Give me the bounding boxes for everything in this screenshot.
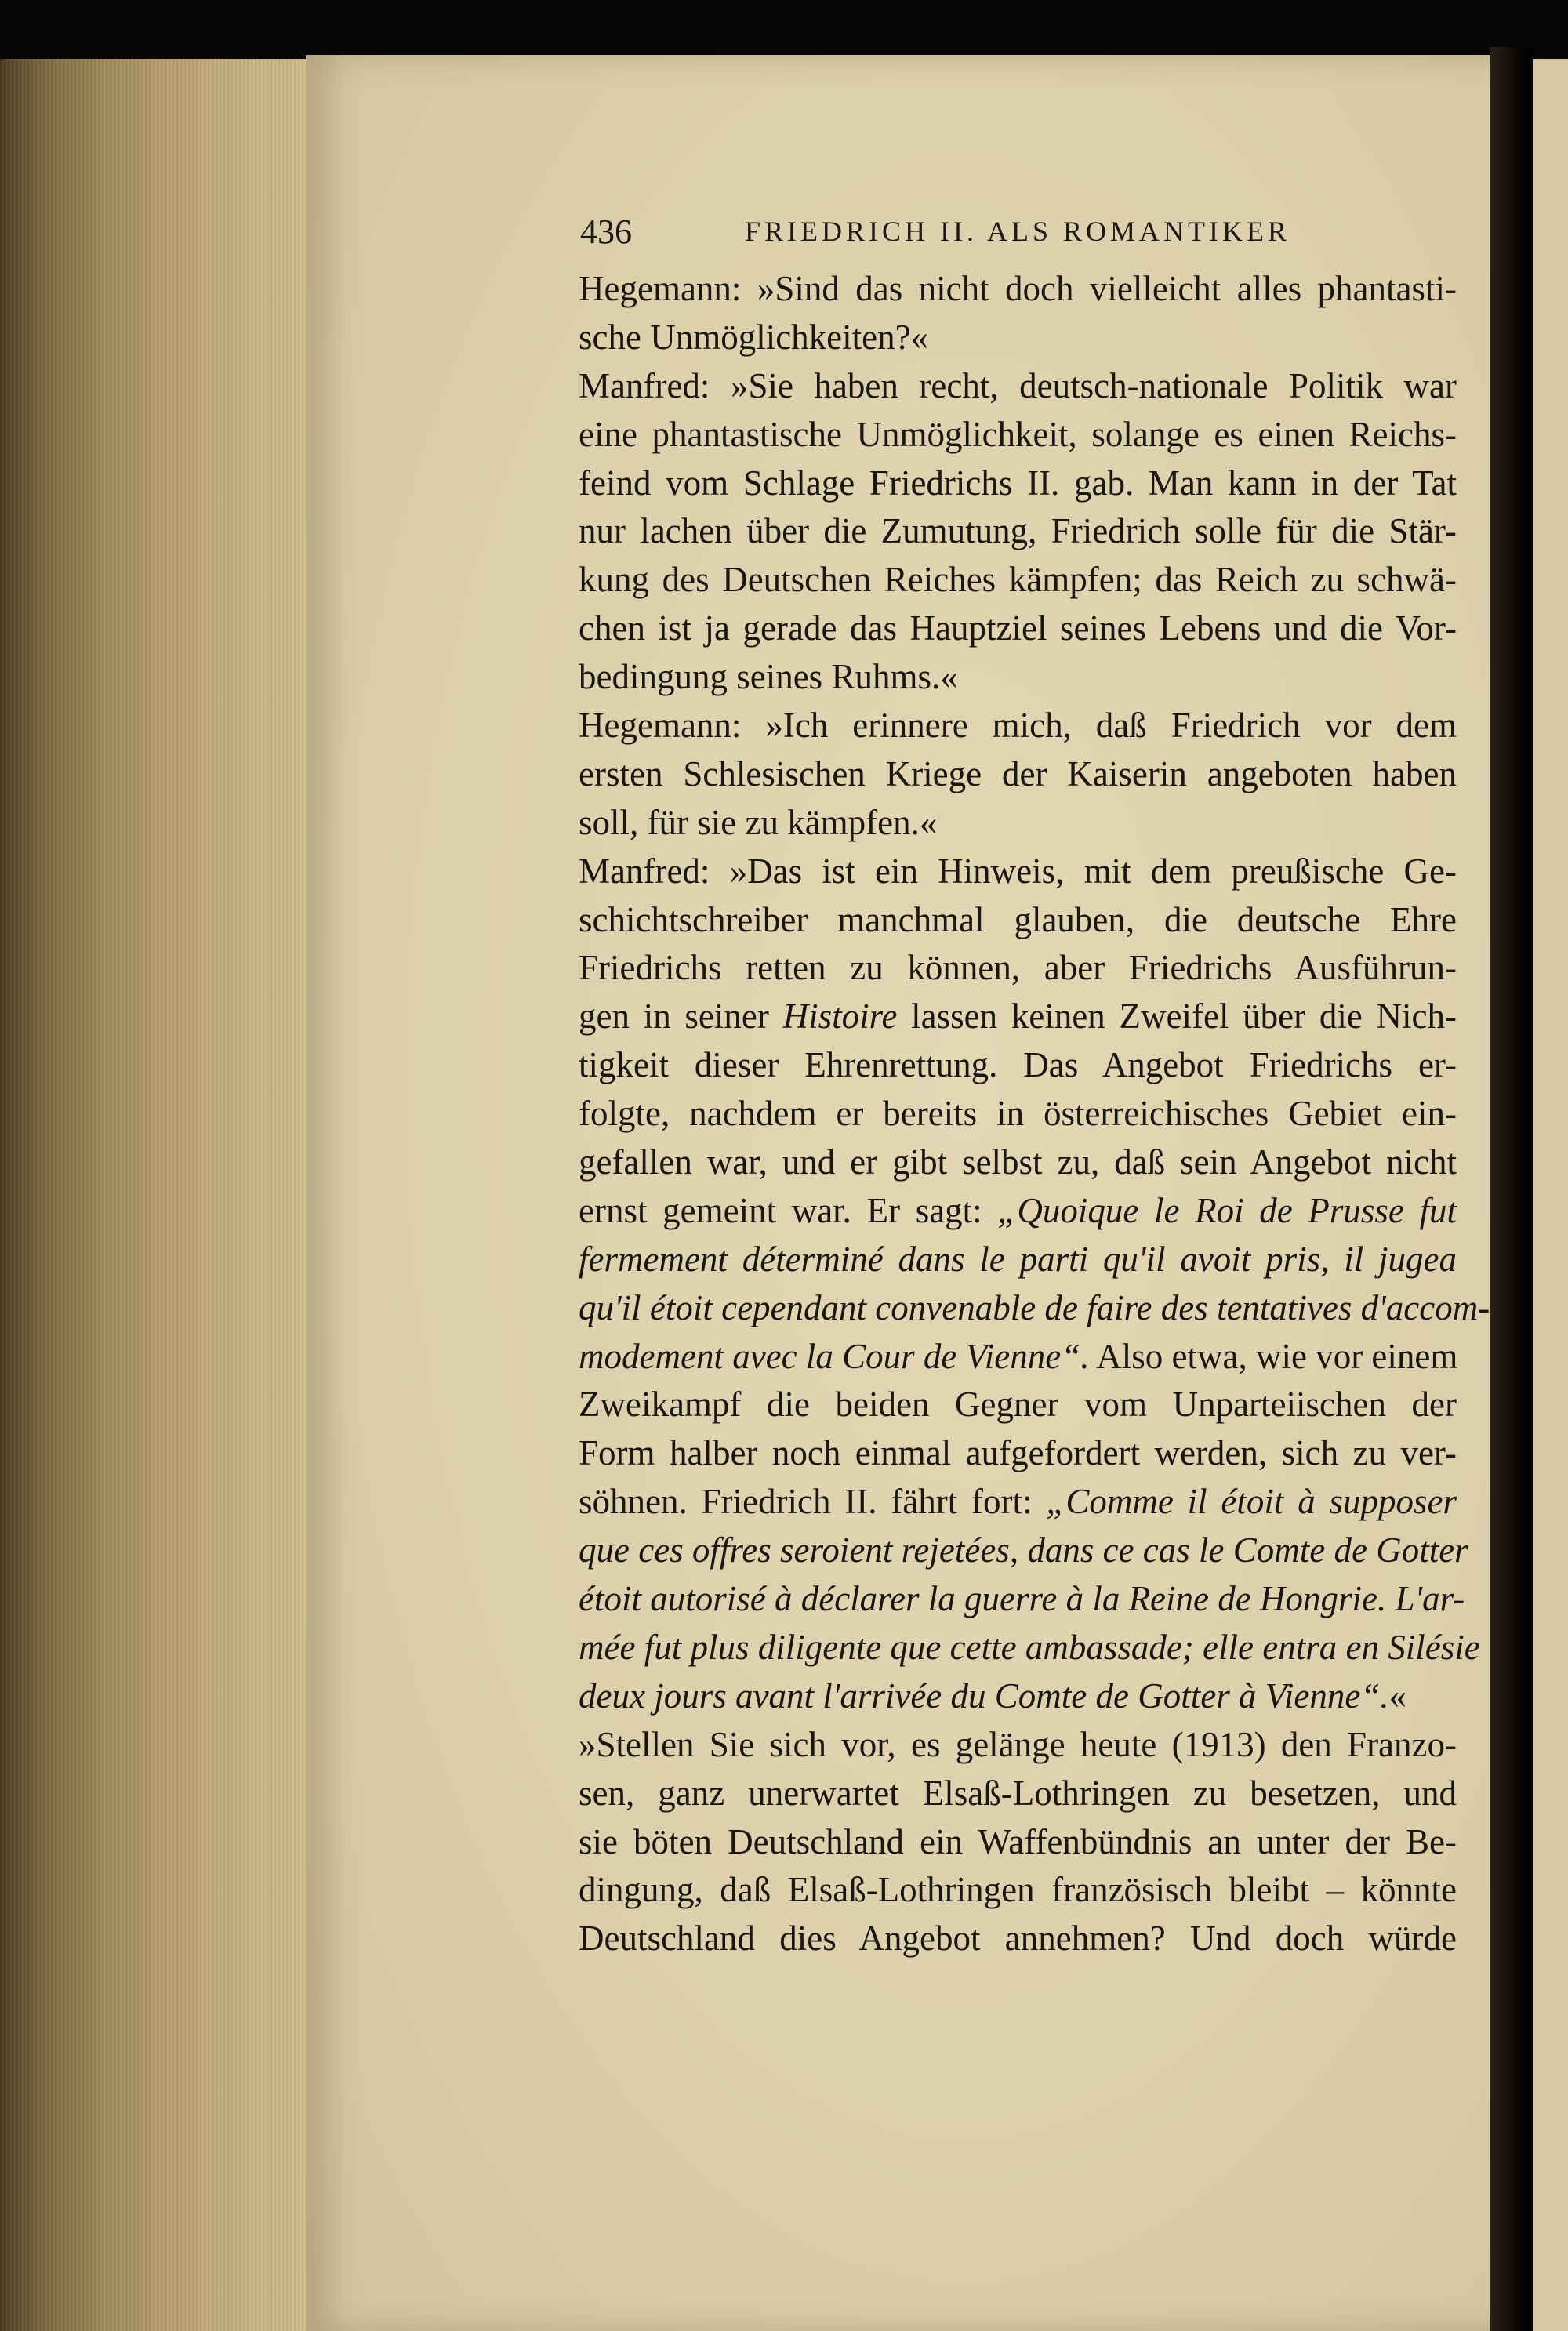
text-span: kung des Deutschen Reiches kämpfen; das Reich zu schwä- (579, 560, 1457, 600)
text-span: eine phantastische Unmöglichkeit, solange es einen Reichs- (579, 414, 1457, 454)
text-line (579, 1721, 1457, 1770)
text-span: « (1388, 1676, 1407, 1716)
text-span: ersten Schlesischen Kriege der Kaiserin angeboten haben (579, 753, 1457, 793)
text-line (579, 1236, 1457, 1284)
text-line (579, 556, 1457, 605)
text-span: gefallen war, und er gibt selbst zu, daß sein Angebot nicht (579, 1142, 1457, 1182)
text-span: sie böten Deutschland ein Waffenbündnis an unter der Be- (579, 1821, 1457, 1861)
italic-quote-span: mée fut plus diligente que cette ambassade; elle entra en Silésie (579, 1627, 1480, 1667)
page-header (580, 212, 1458, 259)
text-span: Hegemann: »Sind das nicht doch vielleicht alles phantasti- (579, 269, 1457, 308)
book-gutter-shadow (1490, 47, 1533, 2331)
text-span: bedingung seines Ruhms.« (579, 657, 958, 697)
text-span: nur lachen über die Zumutung, Friedrich solle für die Stär- (579, 511, 1457, 551)
text-span: soll, für sie zu kämpfen.« (579, 802, 938, 842)
text-line (579, 653, 1457, 702)
italic-quote-span: fermement déterminé dans le parti qu'il avoit pris, il jugea (579, 1239, 1457, 1279)
text-line (579, 848, 1457, 896)
text-span: folgte, nachdem er bereits in österreichisches Gebiet ein- (579, 1094, 1457, 1134)
text-line (579, 799, 1457, 848)
text-span: Deutschland dies Angebot annehmen? Und doch würde (579, 1919, 1457, 1959)
text-line (579, 1624, 1480, 1672)
facing-page-edge (1533, 59, 1568, 2331)
text-line (579, 507, 1457, 556)
text-line (579, 265, 1457, 314)
text-span: Zweikampf die beiden Gegner vom Unparteiischen der (579, 1385, 1457, 1425)
text-line (579, 1381, 1457, 1429)
text-span: feind vom Schlage Friedrichs II. gab. Man kann in der Tat (579, 463, 1457, 503)
text-line (579, 1575, 1465, 1624)
text-line (579, 944, 1457, 993)
text-span: tigkeit dieser Ehrenrettung. Das Angebot Friedrichs er- (579, 1045, 1457, 1085)
italic-quote-span: „Comme il étoit à supposer (1046, 1482, 1457, 1522)
text-line (579, 993, 1457, 1041)
text-span: Manfred: »Sie haben recht, deutsch-nationale Politik war (579, 365, 1457, 405)
text-span: Form halber noch einmal aufgefordert werden, sich zu ver- (579, 1433, 1457, 1473)
text-span: »Stellen Sie sich vor, es gelänge heute (1913) den Franzo- (579, 1724, 1457, 1764)
text-span: söhnen. Friedrich II. fährt fort: (579, 1482, 1047, 1522)
text-span: schichtschreiber manchmal glauben, die deutsche Ehre (579, 899, 1457, 939)
text-line (579, 1527, 1468, 1575)
body-text (579, 265, 1490, 1963)
text-line (579, 1333, 1457, 1382)
text-line (579, 896, 1457, 945)
text-line (579, 1866, 1457, 1915)
text-span: sen, ganz unerwartet Elsaß-Lothringen zu besetzen, und (579, 1773, 1457, 1813)
text-span: Manfred: »Das ist ein Hinweis, mit dem preußische Ge- (579, 851, 1457, 891)
text-line (579, 750, 1457, 799)
text-line (579, 459, 1457, 508)
text-span: Friedrichs retten zu können, aber Friedrichs Ausführun- (579, 948, 1457, 988)
text-span: ernst gemeint war. Er sagt: (579, 1190, 998, 1230)
italic-quote-span: Histoire (782, 997, 898, 1037)
text-line (579, 314, 1457, 362)
italic-quote-span: deux jours avant l'arrivée du Comte de Gotter à Vienne“. (579, 1676, 1389, 1716)
text-span: gen in seiner (579, 997, 783, 1037)
text-span: lassen keinen Zweifel über die Nich- (897, 997, 1457, 1037)
text-line (579, 1429, 1457, 1478)
text-span: Also etwa, wie vor einem (1089, 1336, 1458, 1376)
italic-quote-span: modement avec la Cour de Vienne“. (579, 1336, 1090, 1376)
page-number: 436 (580, 212, 632, 251)
book-page-edges (0, 59, 314, 2331)
text-line (579, 1672, 1457, 1721)
text-line (579, 1041, 1457, 1090)
text-span: dingung, daß Elsaß-Lothringen französisch bleibt – könnte (579, 1870, 1457, 1910)
text-line (579, 702, 1457, 750)
italic-quote-span: qu'il étoit cependant convenable de faire des tentatives d'accom- (579, 1287, 1490, 1327)
running-title: FRIEDRICH II. ALS ROMANTIKER (745, 216, 1291, 247)
text-span: Hegemann: »Ich erinnere mich, daß Friedrich vor dem (579, 706, 1457, 746)
text-line (579, 362, 1457, 411)
text-line (579, 1187, 1457, 1236)
text-line (579, 1915, 1457, 1963)
italic-quote-span: étoit autorisé à déclarer la guerre à la Reine de Hongrie. L'ar- (579, 1579, 1465, 1619)
text-line (579, 1284, 1490, 1333)
scan-background-top (0, 0, 1568, 59)
italic-quote-span: „Quoique le Roi de Prusse fut (997, 1190, 1457, 1230)
text-line (579, 1770, 1457, 1818)
italic-quote-span: que ces offres seroient rejetées, dans ce cas le Comte de Gotter (579, 1530, 1468, 1570)
text-line (579, 411, 1457, 459)
text-line (579, 1138, 1457, 1187)
text-line (579, 1478, 1457, 1527)
text-span: chen ist ja gerade das Hauptziel seines Lebens und die Vor- (579, 608, 1457, 648)
text-line (579, 1090, 1457, 1138)
text-line (579, 1818, 1457, 1867)
text-span: sche Unmöglichkeiten?« (579, 317, 929, 357)
text-line (579, 605, 1457, 653)
